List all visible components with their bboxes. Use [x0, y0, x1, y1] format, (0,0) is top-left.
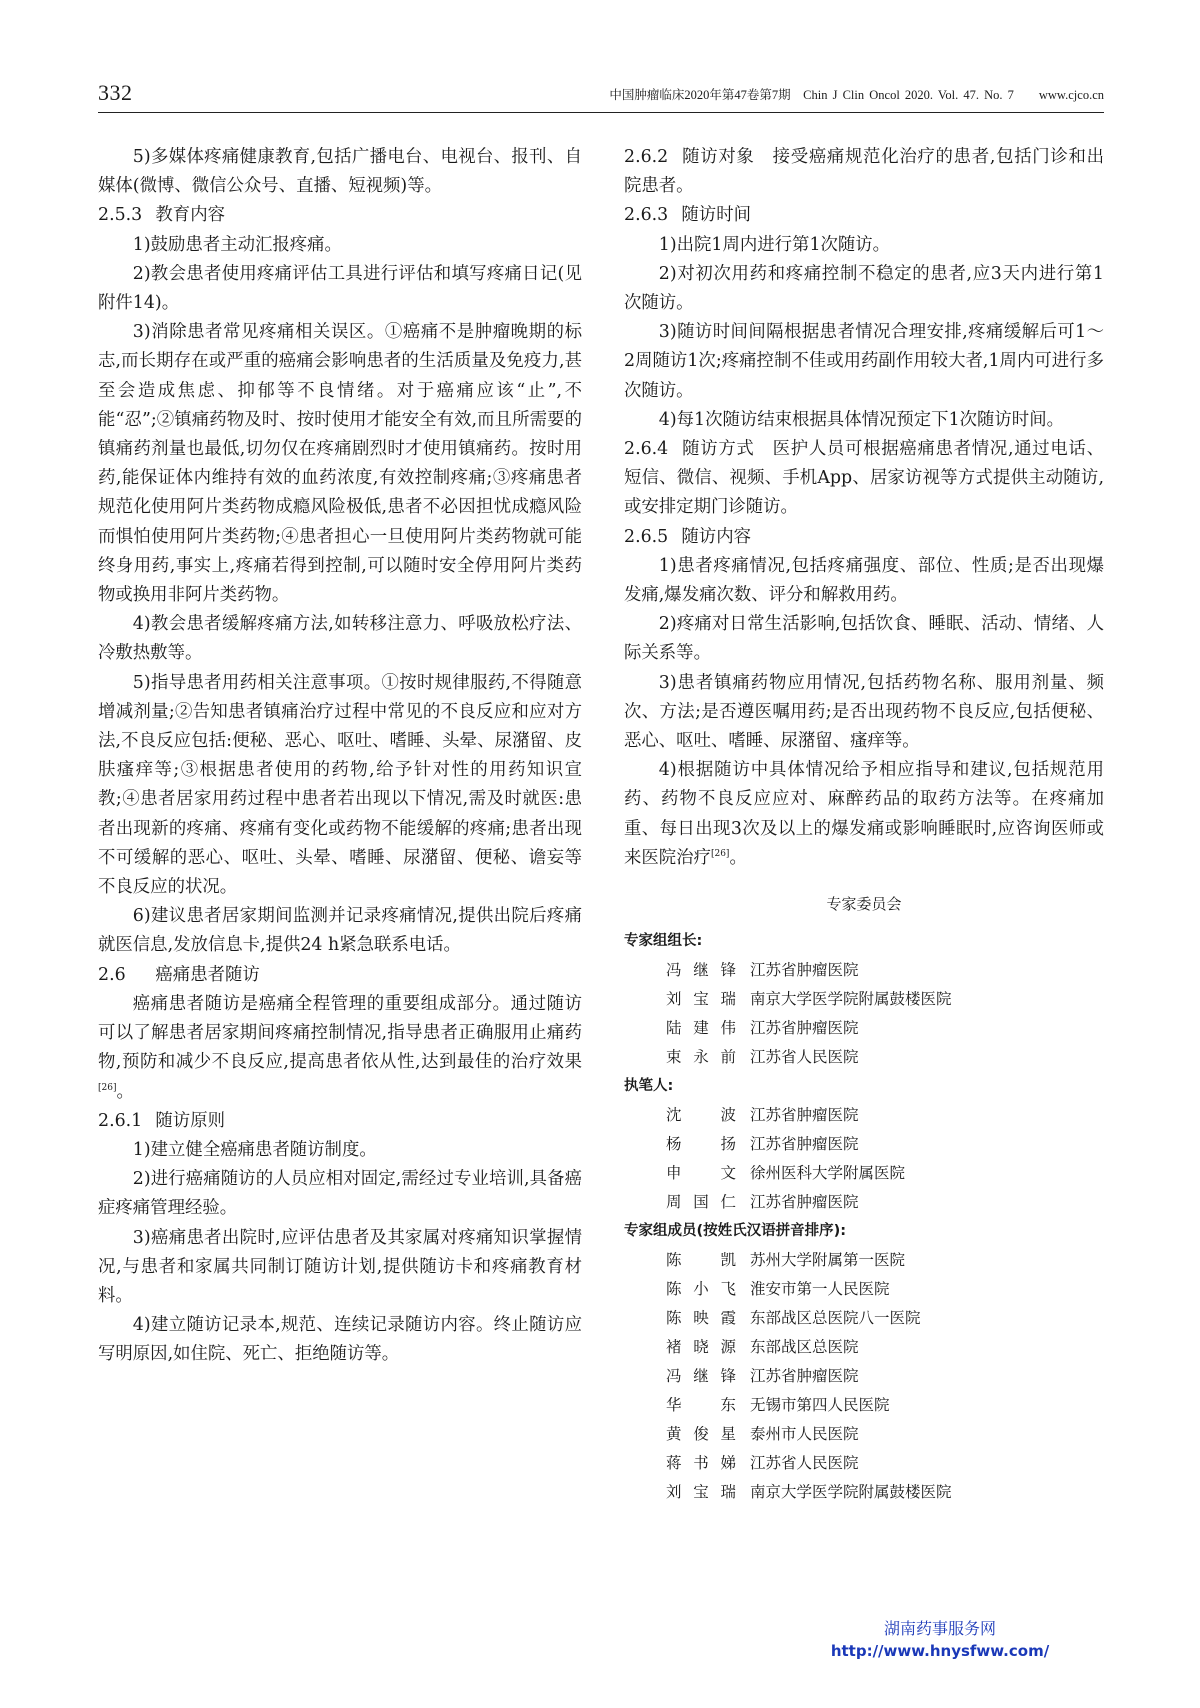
journal-citation: 中国肿瘤临床2020年第47卷第7期 Chin J Clin Oncol 2020. Vol. 47. No. 7 www.cjco.cn [609, 88, 1104, 102]
paragraph [98, 143, 582, 201]
committee-member [624, 1362, 1104, 1391]
paragraph-text: 2)疼痛对日常生活影响,包括饮食、睡眠、活动、情绪、人际关系等。 [624, 614, 1104, 664]
member-name: 申 文 [666, 1164, 736, 1183]
member-name: 陈 凯 [666, 1251, 736, 1270]
paragraph [98, 260, 582, 318]
member-institution: 徐州医科大学附属医院 [750, 1164, 906, 1183]
member-name: 束永前 [666, 1048, 736, 1067]
committee-member [624, 1130, 1104, 1159]
committee-member [624, 1101, 1104, 1130]
member-name: 冯继锋 [666, 961, 736, 980]
paragraph-text: 1)出院1周内进行第1次随访。 [658, 234, 891, 255]
page-header [98, 78, 1104, 113]
member-institution: 无锡市第四人民医院 [750, 1396, 890, 1415]
paragraph [98, 1165, 582, 1223]
paragraph-text: 1)患者疼痛情况,包括疼痛强度、部位、性质;是否出现爆发痛,爆发痛次数、评分和解救用药。 [624, 555, 1104, 606]
paragraph-text: 3)患者镇痛药物应用情况,包括药物名称、服用剂量、频次、方法;是否遵医嘱用药;是否出现药物不良反应,包括便秘、恶心、呕吐、嗜睡、尿潴留、瘙痒等。 [624, 672, 1104, 752]
section-heading [98, 961, 582, 990]
paragraph [98, 902, 582, 960]
paragraph-text: 3)消除患者常见疼痛相关误区。①癌痛不是肿瘤晚期的标志,而长期存在或严重的癌痛会影响患者的生活质量及免疫力,甚至会造成焦虑、抑郁等不良情绪。对于癌痛应该“止”,不能“忍”;②镇痛药物及时、按时使用才能安全有效,而且所需要的镇痛药剂量也最低,切勿仅在疼痛剧烈时才使用镇痛药。按时用药,能保证体内维持有效的血药浓度,有效控制疼痛;③疼痛患者规范化使用阿片类药物成瘾风险极低,患者不必因担忧成瘾风险而惧怕使用阿片类药物;④患者担心一旦使用阿片类药物就可能终身用药,事实上,疼痛若得到控制,可以随时安全停用阿片类药物或换用非阿片类药物。 [98, 322, 582, 606]
member-name: 蒋书娣 [666, 1454, 736, 1473]
member-name: 华 东 [666, 1396, 736, 1415]
right-column [624, 143, 1104, 1507]
right-column-body [624, 143, 1104, 873]
member-name: 沈 波 [666, 1106, 736, 1125]
section-title: 随访对象 接受癌痛规范化治疗的患者,包括门诊和出院患者。 [624, 147, 1104, 197]
paragraph [624, 231, 1104, 260]
section-number: 2.6 [98, 964, 126, 985]
paragraph [624, 756, 1104, 873]
section-number: 2.6.2 [624, 147, 669, 167]
section-title: 癌痛患者随访 [155, 964, 260, 985]
paragraph [98, 1311, 582, 1369]
citation-ref: [26] [98, 1082, 117, 1093]
member-name: 刘宝瑞 [666, 1483, 736, 1502]
member-institution: 南京大学医学院附属鼓楼医院 [750, 1483, 952, 1502]
member-name: 陆建伟 [666, 1019, 736, 1038]
paragraph-text: 5)指导患者用药相关注意事项。①按时规律服药,不得随意增减剂量;②告知患者镇痛治疗过程中常见的不良反应和应对方法,不良反应包括:便秘、恶心、呕吐、嗜睡、头晕、尿潴留、皮肤瘙痒等;③根据患者使用的药物,给予针对性的用药知识宣教;④患者居家用药过程中患者若出现以下情况,需及时就医:患者出现新的疼痛、疼痛有变化或药物不能缓解的疼痛;患者出现不可缓解的恶心、呕吐、头晕、嗜睡、尿潴留、便秘、谵妄等不良反应的状况。 [98, 672, 582, 898]
committee-groups [624, 927, 1104, 1507]
paragraph [624, 406, 1104, 435]
section-number: 2.6.1 [98, 1110, 143, 1131]
committee-role: 执笔人: [624, 1078, 674, 1095]
paragraph-tail: 。 [116, 1081, 134, 1102]
committee-role: 专家组组长: [624, 933, 703, 950]
paragraph-text: 癌痛患者随访是癌痛全程管理的重要组成部分。通过随访可以了解患者居家期间疼痛控制情况,指导患者正确服用止痛药物,预防和减少不良反应,提高患者依从性,达到最佳的治疗效果 [98, 993, 582, 1073]
paragraph-text: 2)对初次用药和疼痛控制不稳定的患者,应3天内进行第1次随访。 [624, 263, 1104, 314]
paragraph [98, 1136, 582, 1165]
section-number: 2.5.3 [98, 205, 143, 226]
section-title: 随访内容 [681, 526, 751, 547]
paragraph-text: 4)根据随访中具体情况给予相应指导和建议,包括规范用药、药物不良反应应对、麻醉药品的取药方法等。在疼痛加重、每日出现3次及以上的爆发痛或影响睡眠时,应咨询医师或来医院治疗 [624, 760, 1104, 868]
left-column [98, 143, 582, 1370]
member-institution: 泰州市人民医院 [750, 1425, 859, 1444]
committee-member [624, 1043, 1104, 1072]
member-institution: 江苏省肿瘤医院 [750, 1367, 859, 1386]
watermark-site-name: 湖南药事服务网 [883, 1619, 996, 1638]
member-institution: 江苏省肿瘤医院 [750, 1106, 859, 1125]
watermark-url[interactable]: http://www.hnysfww.com/ [830, 1642, 1050, 1660]
paragraph [98, 669, 582, 903]
section-heading [624, 143, 1104, 201]
member-institution: 江苏省人民医院 [750, 1048, 859, 1067]
paragraph-text: 3)癌痛患者出院时,应评估患者及其家属对疼痛知识掌握情况,与患者和家属共同制订随访计划,提供随访卡和疼痛教育材料。 [98, 1227, 582, 1306]
section-heading [624, 201, 1104, 230]
member-institution: 淮安市第一人民医院 [750, 1280, 890, 1299]
member-name: 刘宝瑞 [666, 990, 736, 1009]
paragraph [98, 1224, 582, 1312]
committee-member [624, 985, 1104, 1014]
site-watermark [800, 1618, 1080, 1662]
member-institution: 江苏省人民医院 [750, 1454, 859, 1473]
member-institution: 苏州大学附属第一医院 [750, 1251, 906, 1270]
section-title: 随访方式 医护人员可根据癌痛患者情况,通过电话、短信、微信、视频、手机App、居家访视等方式提供主动随访,或安排定期门诊随访。 [624, 439, 1104, 518]
paragraph [624, 260, 1104, 318]
paragraph-text: 4)教会患者缓解疼痛方法,如转移注意力、呼吸放松疗法、冷敷热敷等。 [98, 614, 582, 664]
committee-member [624, 1391, 1104, 1420]
paragraph-text: 2)进行癌痛随访的人员应相对固定,需经过专业培训,具备癌症疼痛管理经验。 [98, 1169, 582, 1219]
paragraph [624, 610, 1104, 668]
section-number: 2.6.3 [624, 205, 669, 226]
committee-member [624, 1275, 1104, 1304]
paragraph-text: 5)多媒体疼痛健康教育,包括广播电台、电视台、报刊、自媒体(微博、微信公众号、直播、短视频)等。 [98, 147, 582, 197]
member-name: 陈映霞 [666, 1309, 736, 1328]
paragraph-tail: 。 [729, 847, 747, 868]
section-title: 随访时间 [681, 205, 751, 226]
member-name: 黄俊星 [666, 1425, 736, 1444]
committee-member [624, 956, 1104, 985]
committee-member [624, 1449, 1104, 1478]
section-title: 随访原则 [155, 1110, 225, 1131]
committee-member [624, 1159, 1104, 1188]
paragraph [98, 610, 582, 668]
committee-member [624, 1246, 1104, 1275]
committee-member [624, 1014, 1104, 1043]
paragraph [624, 669, 1104, 757]
section-heading [624, 435, 1104, 523]
member-institution: 东部战区总医院八一医院 [750, 1309, 921, 1328]
section-heading [98, 1107, 582, 1136]
paragraph-text: 1)鼓励患者主动汇报疼痛。 [132, 234, 342, 255]
committee-role: 专家组成员(按姓氏汉语拼音排序): [624, 1223, 847, 1240]
section-title: 教育内容 [155, 205, 225, 226]
member-name: 陈小飞 [666, 1280, 736, 1299]
member-name: 冯继锋 [666, 1367, 736, 1386]
paragraph-text: 4)建立随访记录本,规范、连续记录随访内容。终止随访应写明原因,如住院、死亡、拒绝随访等。 [98, 1315, 582, 1365]
member-institution: 江苏省肿瘤医院 [750, 1193, 859, 1212]
committee-member [624, 1478, 1104, 1507]
member-name: 褚晓源 [666, 1338, 736, 1357]
paragraph [98, 990, 582, 1107]
paragraph [98, 318, 582, 610]
paragraph [624, 318, 1104, 406]
member-institution: 江苏省肿瘤医院 [750, 961, 859, 980]
member-name: 周国仁 [666, 1193, 736, 1212]
section-number: 2.6.4 [624, 439, 669, 460]
citation-ref: [26] [710, 848, 730, 859]
member-institution: 江苏省肿瘤医院 [750, 1019, 859, 1038]
committee-member [624, 1188, 1104, 1217]
member-institution: 江苏省肿瘤医院 [750, 1135, 859, 1154]
member-name: 杨 扬 [666, 1135, 736, 1154]
paragraph-text: 3)随访时间间隔根据患者情况合理安排,疼痛缓解后可1～2周随访1次;疼痛控制不佳或用药副作用较大者,1周内可进行多次随访。 [624, 322, 1104, 401]
section-heading [98, 201, 582, 230]
committee-member [624, 1333, 1104, 1362]
committee-member [624, 1420, 1104, 1449]
paragraph-text: 2)教会患者使用疼痛评估工具进行评估和填写疼痛日记(见附件14)。 [98, 263, 582, 314]
paragraph [624, 552, 1104, 610]
paragraph-text: 4)每1次随访结束根据具体情况预定下1次随访时间。 [658, 409, 1064, 430]
section-heading [624, 523, 1104, 552]
paragraph-text: 1)建立健全癌痛患者随访制度。 [132, 1139, 377, 1160]
member-institution: 东部战区总医院 [750, 1338, 859, 1357]
expert-committee [624, 893, 1104, 1507]
section-number: 2.6.5 [624, 526, 669, 547]
paragraph [98, 231, 582, 260]
committee-member [624, 1304, 1104, 1333]
paragraph-text: 6)建议患者居家期间监测并记录疼痛情况,提供出院后疼痛就医信息,发放信息卡,提供24 h紧急联系电话。 [98, 906, 582, 956]
page-number: 332 [98, 80, 133, 105]
member-institution: 南京大学医学院附属鼓楼医院 [750, 990, 952, 1009]
committee-title: 专家委员会 [826, 895, 902, 914]
